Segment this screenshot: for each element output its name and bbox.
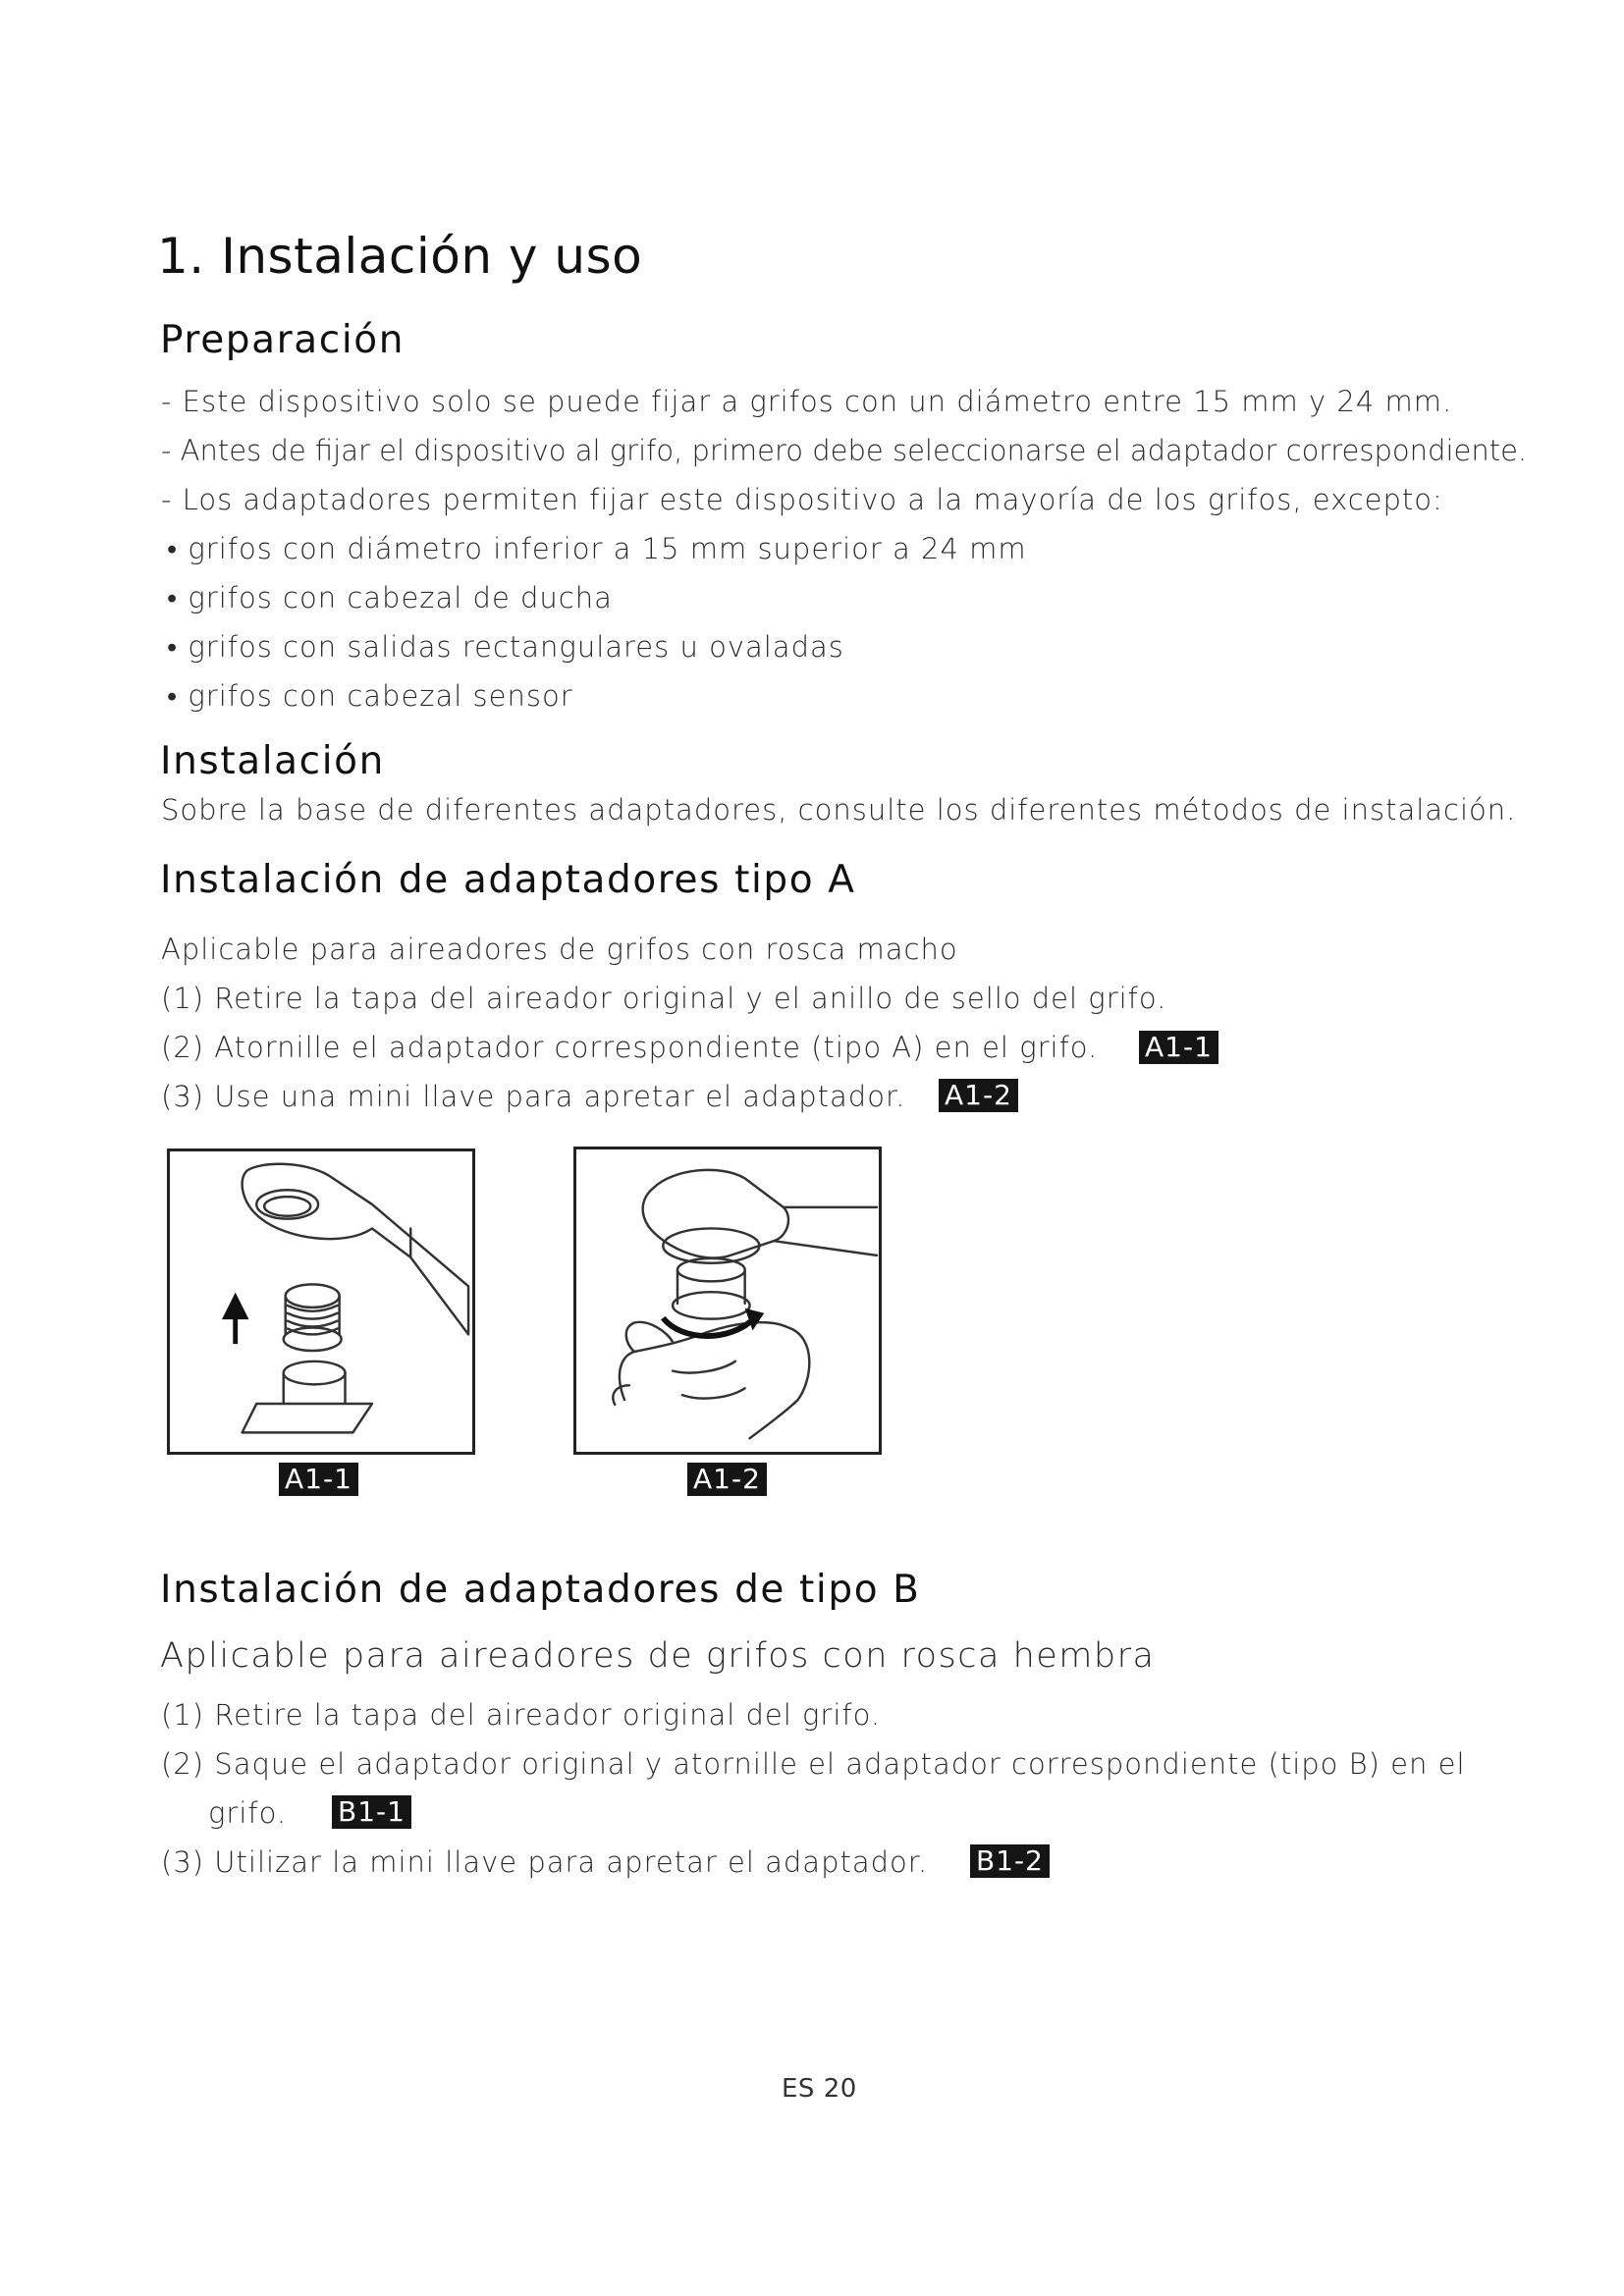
preparacion-bullet: • grifos con cabezal sensor: [167, 679, 573, 713]
preparacion-bullet: • grifos con salidas rectangulares u ovaladas: [167, 630, 844, 664]
tipo-a-step-2: (2) Atornille el adaptador correspondiente (tipo A) en el grifo.: [161, 1031, 1099, 1064]
preparacion-bullet: • grifos con diámetro inferior a 15 mm superior a 24 mm: [167, 532, 1027, 565]
badge-b1-1: B1-1: [332, 1795, 411, 1829]
faucet-adapter-illustration: [170, 1151, 472, 1452]
hand-wrench-illustration: [576, 1149, 879, 1452]
instalacion-text: Sobre la base de diferentes adaptadores, consulte los diferentes métodos de instalación.: [161, 793, 1517, 827]
tipo-b-step-2-continued: grifo.: [208, 1796, 288, 1830]
tipo-a-step-1: (1) Retire la tapa del aireador original y el anillo de sello del grifo.: [161, 982, 1167, 1015]
figure-a1-1: [167, 1148, 475, 1455]
tipo-b-step-2: (2) Saque el adaptador original y atornille el adaptador correspondiente (tipo B) en el: [161, 1747, 1466, 1781]
tipo-a-intro: Aplicable para aireadores de grifos con rosca macho: [161, 933, 958, 966]
figure-a1-2: [573, 1147, 882, 1455]
preparacion-line: - Los adaptadores permiten fijar este dispositivo a la mayoría de los grifos, excepto:: [161, 483, 1443, 516]
instalacion-heading: Instalación: [160, 739, 385, 783]
tipo-b-step-3: (3) Utilizar la mini llave para apretar el adaptador.: [161, 1845, 929, 1879]
tipo-b-heading: Instalación de adaptadores de tipo B: [160, 1568, 921, 1612]
badge-a1-1: A1-1: [1139, 1031, 1218, 1064]
tipo-b-intro: Aplicable para aireadores de grifos con rosca hembra: [160, 1636, 1156, 1676]
tipo-a-heading: Instalación de adaptadores tipo A: [160, 858, 856, 902]
preparacion-heading: Preparación: [160, 318, 406, 362]
page-title: 1. Instalación y uso: [157, 228, 643, 285]
preparacion-line: - Antes de fijar el dispositivo al grifo, primero debe seleccionarse el adaptador correspondiente.: [161, 434, 1528, 467]
figure-label-a1-1: A1-1: [279, 1463, 358, 1496]
tipo-b-step-1: (1) Retire la tapa del aireador original del grifo.: [161, 1698, 882, 1732]
figure-label-a1-2: A1-2: [687, 1463, 767, 1496]
page-number: ES 20: [782, 2074, 857, 2104]
preparacion-line: - Este dispositivo solo se puede fijar a grifos con un diámetro entre 15 mm y 24 mm.: [161, 385, 1453, 418]
preparacion-bullet: • grifos con cabezal de ducha: [167, 581, 613, 614]
badge-b1-2: B1-2: [970, 1844, 1050, 1878]
badge-a1-2: A1-2: [939, 1079, 1018, 1112]
tipo-a-step-3: (3) Use una mini llave para apretar el adaptador.: [161, 1080, 906, 1113]
